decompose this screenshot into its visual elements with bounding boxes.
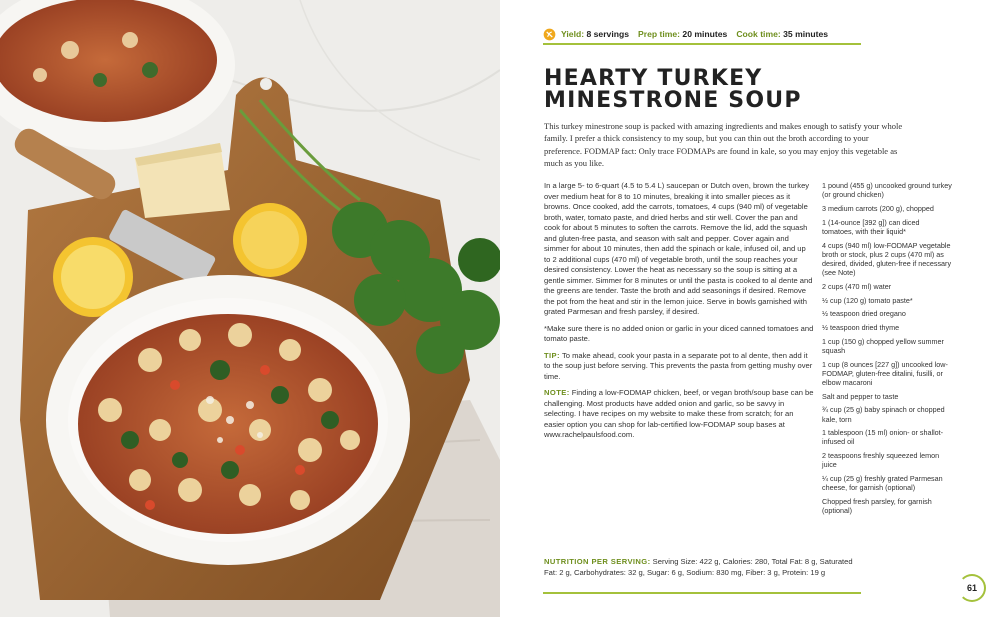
page-number: 61 xyxy=(958,574,986,602)
recipe-tip xyxy=(544,351,814,383)
no-fodmap-badge-icon xyxy=(543,28,556,41)
recipe-title xyxy=(544,68,874,112)
nutrition-text: Serving Size: 422 g, Calories: 280, Total Fat: 8 g, Saturated Fat: 2 g, Carbohydrates: 32 g, Sugar: 6 g, Sodium: 830 mg, Fiber: 3 g, Protein: 19 g xyxy=(544,557,853,577)
ingredient-item: 2 teaspoons freshly squeezed lemon juice xyxy=(822,451,940,470)
nutrition-label: NUTRITION PER SERVING: xyxy=(544,557,651,566)
recipe-footnote: *Make sure there is no added onion or garlic in your diced canned tomatoes and tomato paste. xyxy=(544,323,814,343)
top-divider xyxy=(543,43,861,45)
prep-time-value: 20 minutes xyxy=(682,29,728,39)
yield-info xyxy=(561,29,629,39)
ingredient-item: 2 cups (470 ml) water xyxy=(822,281,892,291)
ingredient-item: ½ teaspoon dried thyme xyxy=(822,322,900,332)
recipe-title-line-1: HEARTY TURKEY xyxy=(544,66,763,91)
ingredient-item: 4 cups (940 ml) low-FODMAP vegetable broth or stock, plus 2 cups (470 ml) as desired, divided, gluten-free if necessary (see Note) xyxy=(822,240,952,278)
yield-value: 8 servings xyxy=(586,29,629,39)
recipe-intro: This turkey minestrone soup is packed with amazing ingredients and makes enough to satisfy your whole family. I prefer a thick consistency to my soup, but you can thin out the broth according to your preference. FODMAP fact: Only trace FODMAPs are found in kale, so you may enjoy this vegetable as much as you like. xyxy=(544,121,903,168)
prep-time-label: Prep time: xyxy=(638,29,681,39)
ingredient-item: 1 cup (150 g) chopped yellow summer squash xyxy=(822,336,944,355)
nutrition-info xyxy=(544,557,862,578)
yield-label: Yield: xyxy=(561,29,585,39)
ingredient-item: 1 cup (8 ounces [227 g]) uncooked low-FODMAP, gluten-free ditalini, fusilli, or elbow macaroni xyxy=(822,359,948,387)
ingredient-item: ¾ cup (25 g) baby spinach or chopped kale, torn xyxy=(822,405,945,424)
recipe-page xyxy=(500,0,1000,617)
ingredient-item: ½ cup (120 g) tomato paste* xyxy=(822,295,913,305)
ingredient-item: ½ teaspoon dried oregano xyxy=(822,309,906,319)
ingredient-item: 1 tablespoon (15 ml) onion- or shallot-infused oil xyxy=(822,428,944,447)
note-label: NOTE: xyxy=(544,388,570,397)
tip-text: To make ahead, cook your pasta in a separate pot to al dente, then add it to the soup just before serving. This prevents the pasta from getting mushy over time. xyxy=(544,350,813,381)
cook-time-label: Cook time: xyxy=(736,29,781,39)
ingredient-item: 1 pound (455 g) uncooked ground turkey (or ground chicken) xyxy=(822,181,952,200)
recipe-directions: In a large 5- to 6-quart (4.5 to 5.4 L) saucepan or Dutch oven, brown the turkey over medium heat for 8 to 10 minutes, breaking it into smaller pieces as it browns. Once cooked, add the carrots, tomatoes, 4 cups (940 ml) of vegetable broth, water, tomato paste, and dried herbs and stir well. Cover the pan and cook for about 5 minutes to soften the carrots. Remove the lid, add the squash and gluten-free pasta, and season with salt and pepper. Cover again and simmer for about 10 minutes, then add the spinach or kale, infused oil, and up to 2 additional cups (470 ml) of vegetable broth, until the soup reaches your desired consistency. Lower the heat as necessary so the soup is sitting at a gentle simmer. Simmer for 8 minutes or until the pasta is cooked to al dente and the greens are tender. Taste the broth and add seasonings if desired. Remove the pot from the heat and stir in the lemon juice. Serve in bowls garnished with grated Parmesan and fresh parsley, if desired. xyxy=(544,181,813,316)
recipe-note xyxy=(544,388,814,441)
recipe-method xyxy=(544,181,814,447)
ingredient-item: 3 medium carrots (200 g), chopped xyxy=(822,203,934,213)
tip-label: TIP: xyxy=(544,350,560,360)
recipe-title-line-2: MINESTRONE SOUP xyxy=(544,88,802,113)
ingredient-list xyxy=(822,181,952,520)
ingredient-item: Salt and pepper to taste xyxy=(822,391,899,401)
prep-time-info xyxy=(638,29,727,39)
ingredient-item: Chopped fresh parsley, for garnish (optional) xyxy=(822,496,932,516)
bottom-divider xyxy=(543,592,861,594)
cook-time-info xyxy=(736,29,828,39)
cook-time-value: 35 minutes xyxy=(783,29,829,39)
ingredient-item: 1 (14-ounce [392 g]) can diced tomatoes, with their liquid* xyxy=(822,217,920,236)
ingredient-item: ¼ cup (25 g) freshly grated Parmesan cheese, for garnish (optional) xyxy=(822,474,943,493)
note-text: Finding a low-FODMAP chicken, beef, or vegan broth/soup base can be challenging. Most products have added onion and garlic, so be savvy in selecting. I have recipes on my website to make these from scratch; for an easier option you can shop for lab-certified low-FODMAP soup bases at www.rachelpaulsfood.com. xyxy=(544,388,814,439)
